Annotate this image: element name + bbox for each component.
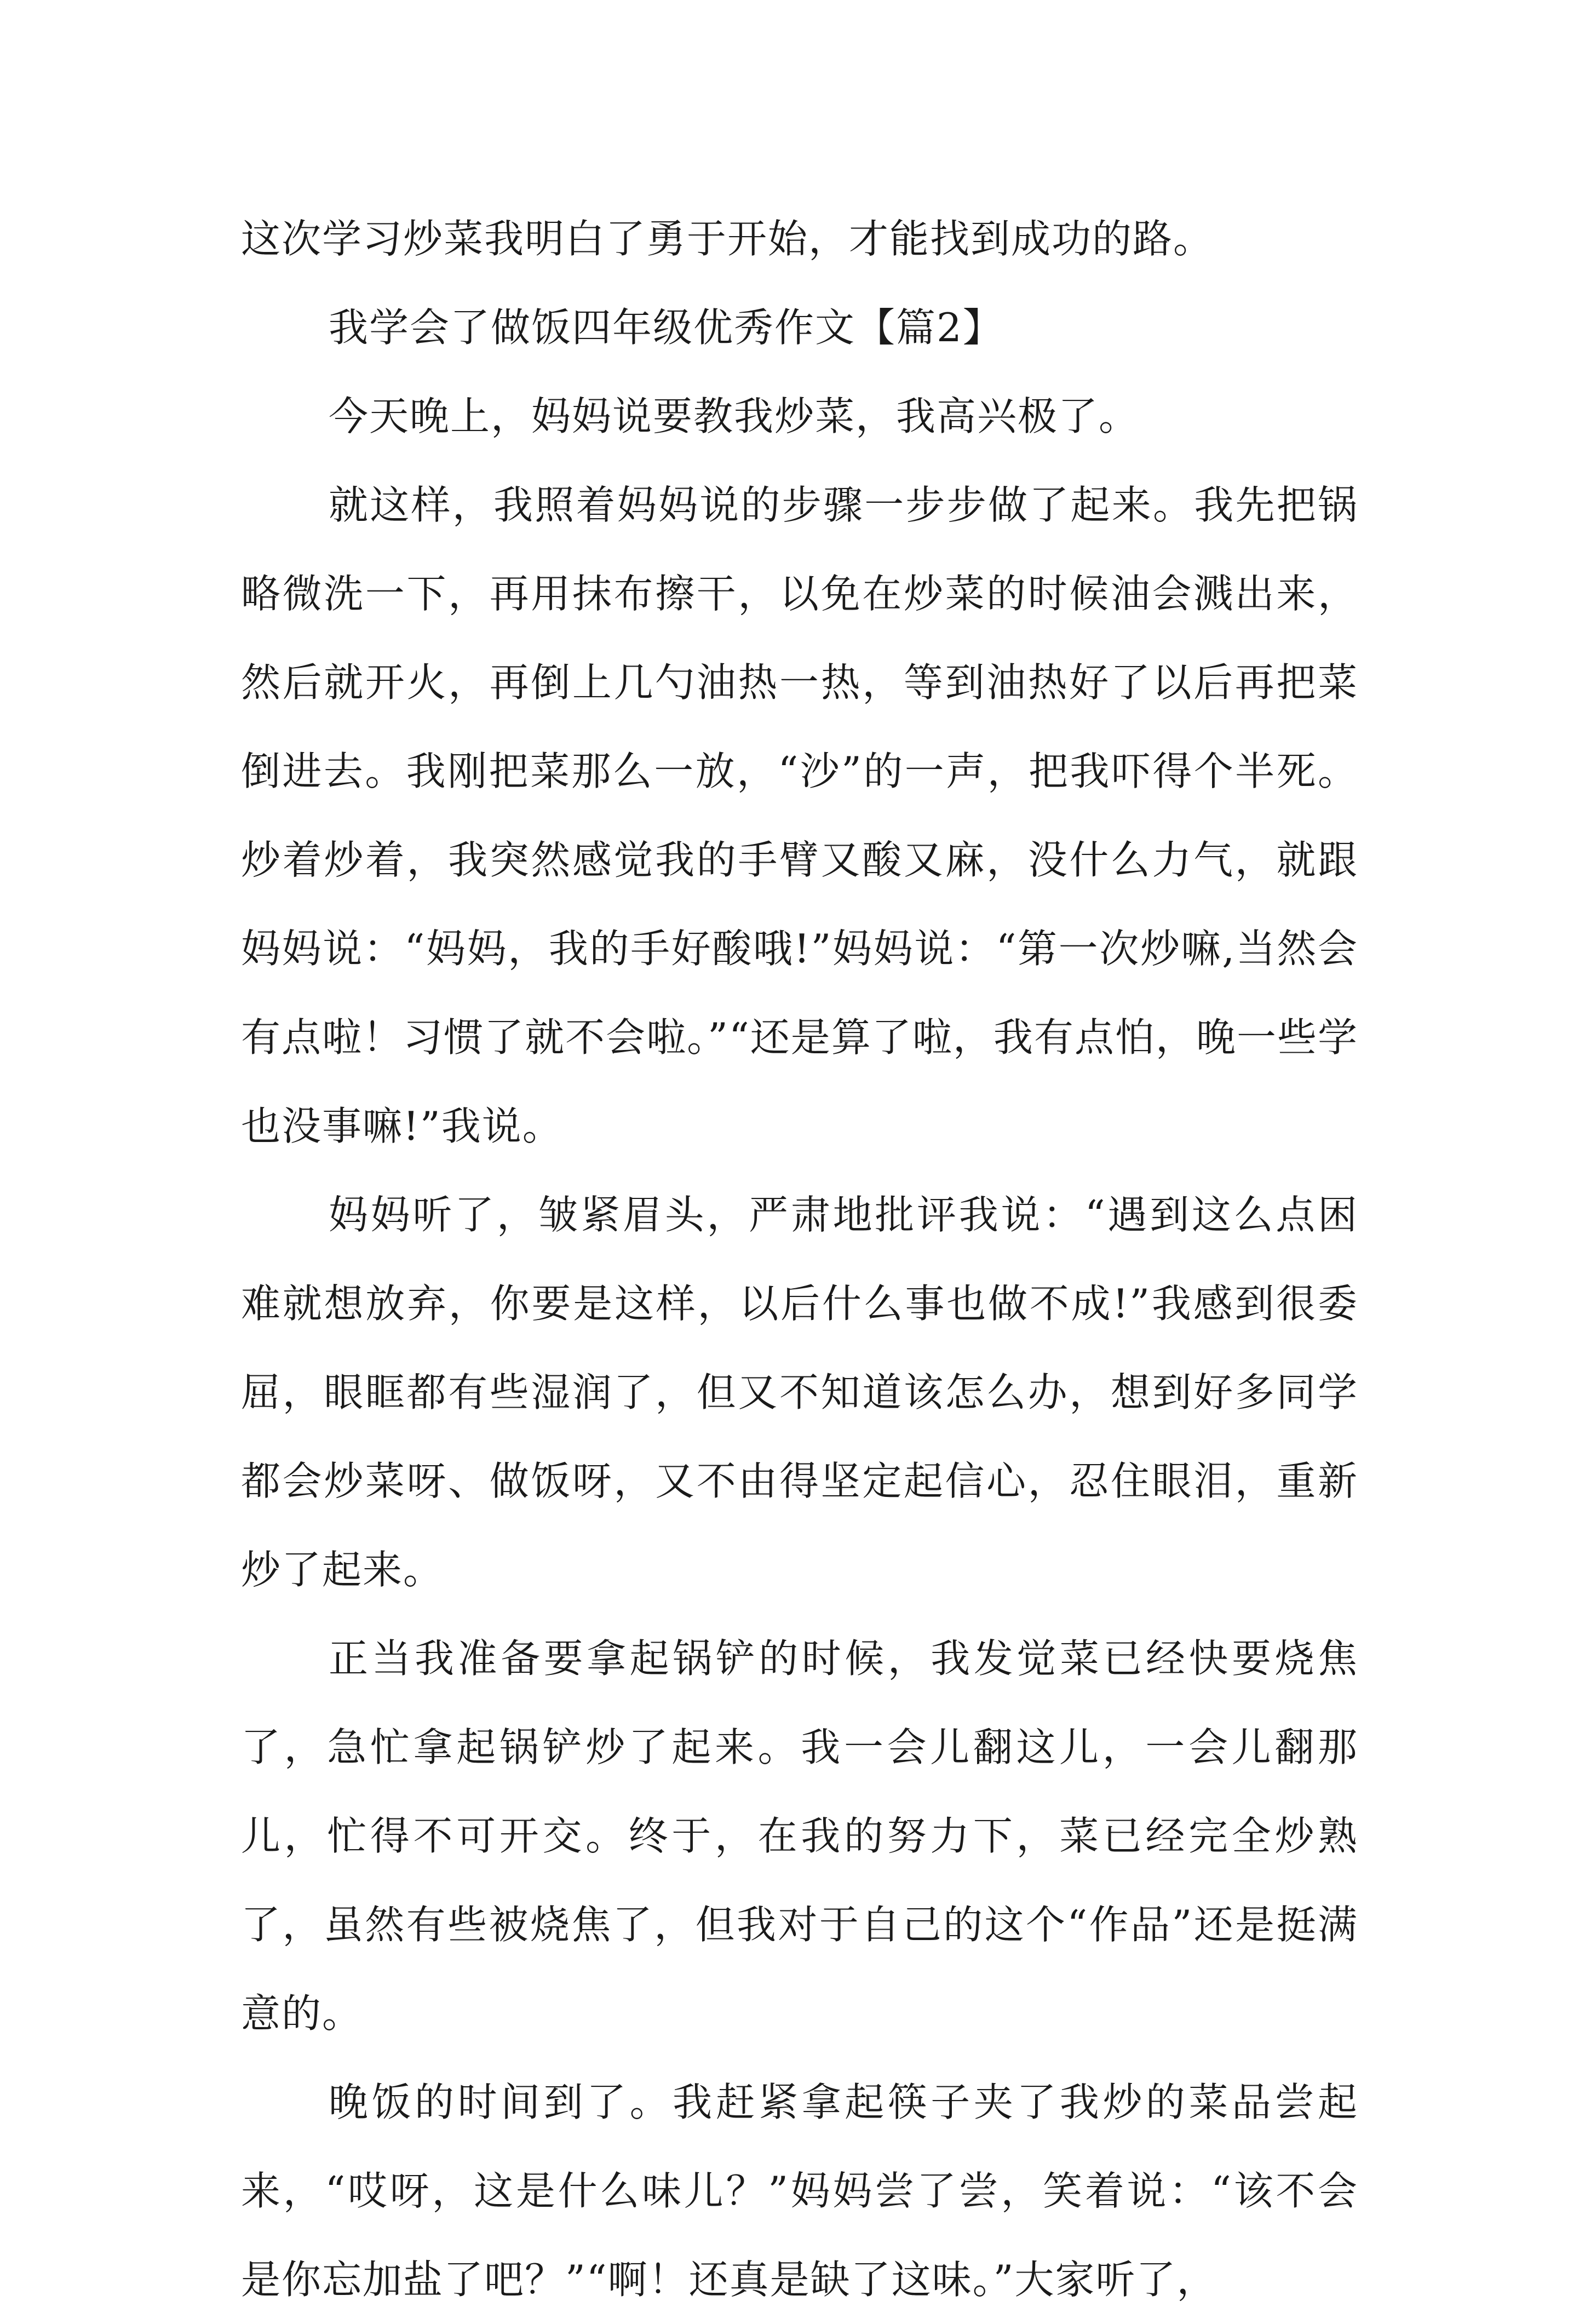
- paragraph-3: 就这样，我照着妈妈说的步骤一步步做了起来。我先把锅略微洗一下，再用抹布擦干，以免在炒菜的时候油会溅出来，然后就开火，再倒上几勺油热一热，等到油热好了以后再把菜倒进去。我刚把菜那么一放，“沙”的一声，把我吓得个半死。炒着炒着，我突然感觉我的手臂又酸又麻，没什么力气，就跟妈妈说：“妈妈，我的手好酸哦!”妈妈说：“第一次炒嘛,当然会有点啦！习惯了就不会啦。”“还是算了啦，我有点怕，晚一些学也没事嘛!”我说。: [241, 482, 1358, 1149]
- paragraph-1: 这次学习炒菜我明白了勇于开始，才能找到成功的路。: [241, 216, 1214, 262]
- paragraph-4: 妈妈听了，皱紧眉头，严肃地批评我说：“遇到这么点困难就想放弃，你要是这样，以后什么事也做不成!”我感到很委屈，眼眶都有些湿润了，但又不知道该怎么办，想到好多同学都会炒菜呀、做饭呀，又不由得坚定起信心，忍住眼泪，重新炒了起来。: [241, 1192, 1358, 1593]
- paragraph-6: 晚饭的时间到了。我赶紧拿起筷子夹了我炒的菜品尝起来，“哎呀，这是什么味儿？”妈妈尝了尝，笑着说：“该不会是你忘加盐了吧？”“啊！还真是缺了这味。”大家听了，: [241, 2079, 1358, 2303]
- paragraph-5: 正当我准备要拿起锅铲的时候，我发觉菜已经快要烧焦了，急忙拿起锅铲炒了起来。我一会儿翻这儿，一会儿翻那儿，忙得不可开交。终于，在我的努力下，菜已经完全炒熟了，虽然有些被烧焦了，但我对于自己的这个“作品”还是挺满意的。: [241, 1636, 1358, 2036]
- section-heading: 我学会了做饭四年级优秀作文【篇2】: [329, 305, 1003, 351]
- essay-text: [241, 194, 1358, 2324]
- paragraph-2: 今天晚上，妈妈说要教我炒菜，我高兴极了。: [329, 393, 1140, 439]
